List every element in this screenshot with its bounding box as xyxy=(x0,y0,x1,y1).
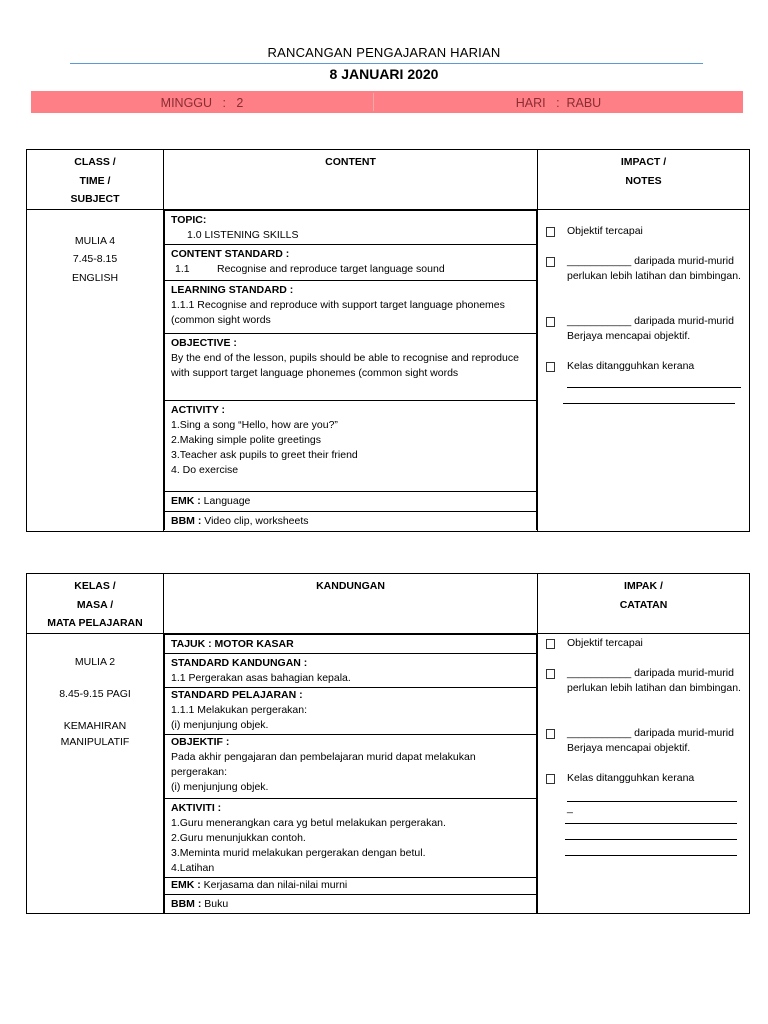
note-berjaya: ___________ daripada murid-murid Berjaya mencapai objektif. xyxy=(544,726,745,756)
reason-line xyxy=(565,823,737,824)
kandungan-header: KANDUNGAN xyxy=(164,574,538,634)
emk-section: EMK : Kerjasama dan nilai-nilai murni xyxy=(165,877,537,894)
standard-kandungan-section: STANDARD KANDUNGAN : 1.1 Pergerakan asas bahagian kepala. xyxy=(165,653,537,687)
lesson-plan-table-manipulatif xyxy=(26,573,750,914)
checkbox-icon xyxy=(546,639,555,649)
note-objektif-tercapai: Objektif tercapai xyxy=(544,636,745,651)
checkbox-icon xyxy=(546,669,555,679)
kelas-info: MULIA 2 8.45-9.15 PAGI KEMAHIRAN MANIPULATIF xyxy=(27,633,164,913)
reason-line xyxy=(565,839,737,840)
aktiviti-section: AKTIVITI : 1.Guru menerangkan cara yg betul melakukan pergerakan. 2.Guru menunjukkan contoh. 3.Meminta murid melakukan pergerakan dengan betul. 4.Latihan xyxy=(165,798,537,877)
kandungan-sections xyxy=(164,634,537,913)
reason-line xyxy=(565,855,737,856)
document-title: RANCANGAN PENGAJARAN HARIAN xyxy=(267,45,501,60)
content-header: CONTENT xyxy=(164,150,538,210)
note-kelas-ditangguhkan: Kelas ditangguhkan kerana xyxy=(544,771,745,786)
reason-trail: _ xyxy=(567,801,573,814)
activity-item: 4. Do exercise xyxy=(171,463,239,476)
activity-item: 2.Making simple polite greetings xyxy=(171,433,321,446)
activity-item: 3.Teacher ask pupils to greet their friend xyxy=(171,448,358,461)
checkbox-icon xyxy=(546,774,555,784)
kandungan-cell xyxy=(164,633,538,913)
learning-standard-section: LEARNING STANDARD : 1.1.1 Recognise and reproduce with support target language phonemes (common sight words xyxy=(165,280,537,333)
class-info: MULIA 4 7.45-8.15 ENGLISH xyxy=(27,209,164,531)
title-divider xyxy=(70,63,703,64)
impact-notes-cell xyxy=(538,209,750,531)
note-perlu-latihan: ___________ daripada murid-murid perlukan lebih latihan dan bimbingan. xyxy=(544,666,745,696)
aktiviti-item: 1.Guru menerangkan cara yg betul melakukan pergerakan. xyxy=(171,816,446,829)
checkbox-icon xyxy=(546,227,555,237)
note-achieved-count: ___________ daripada murid-murid Berjaya mencapai objektif. xyxy=(544,314,745,344)
week-day-bar xyxy=(31,91,743,113)
aktiviti-item: 4.Latihan xyxy=(171,861,215,874)
objective-section: OBJECTIVE : By the end of the lesson, pupils should be able to recognise and reproduce with support target language phonemes (common sight words xyxy=(165,333,537,400)
kelas-masa-header: KELAS / MASA / MATA PELAJARAN xyxy=(27,574,164,634)
note-need-practice: ___________ daripada murid-murid perlukan lebih latihan dan bimbingan. xyxy=(544,254,745,284)
day-label: HARI : RABU xyxy=(515,96,602,110)
class-time-subject-header: CLASS / TIME / SUBJECT xyxy=(27,150,164,210)
reason-line xyxy=(567,387,741,388)
tajuk-section: TAJUK : MOTOR KASAR xyxy=(165,634,537,653)
content-standard-section: CONTENT STANDARD : 1.1 Recognise and reproduce target language sound xyxy=(165,244,537,280)
lesson-plan-table-english xyxy=(26,149,750,532)
activity-section: ACTIVITY : 1.Sing a song “Hello, how are you?” 2.Making simple polite greetings 3.Teacher ask pupils to greet their friend 4. Do exercise xyxy=(165,400,537,491)
objektif-section: OBJEKTIF : Pada akhir pengajaran dan pembelajaran murid dapat melakukan pergerakan: (i) menjunjung objek. xyxy=(165,734,537,798)
impak-catatan-cell xyxy=(538,633,750,913)
impak-catatan-header: IMPAK / CATATAN xyxy=(538,574,750,634)
reason-line xyxy=(563,403,735,404)
aktiviti-item: 3.Meminta murid melakukan pergerakan dengan betul. xyxy=(171,846,426,859)
week-label: MINGGU : 2 xyxy=(160,96,244,110)
checkbox-icon xyxy=(546,729,555,739)
note-class-postponed: Kelas ditangguhkan kerana xyxy=(544,359,745,374)
bbm-section: BBM : Buku xyxy=(165,894,537,913)
checkbox-icon xyxy=(546,257,555,267)
standard-pelajaran-section: STANDARD PELAJARAN : 1.1.1 Melakukan pergerakan: (i) menjunjung objek. xyxy=(165,687,537,734)
content-sections xyxy=(164,210,537,531)
activity-item: 1.Sing a song “Hello, how are you?” xyxy=(171,418,338,431)
aktiviti-item: 2.Guru menunjukkan contoh. xyxy=(171,831,306,844)
checkbox-icon xyxy=(546,317,555,327)
note-objective-achieved: Objektif tercapai xyxy=(544,224,745,239)
emk-section: EMK : Language xyxy=(165,491,537,511)
checkbox-icon xyxy=(546,362,555,372)
topic-section: TOPIC: 1.0 LISTENING SKILLS xyxy=(165,210,537,244)
content-cell xyxy=(164,209,538,531)
lesson-date: 8 JANUARI 2020 xyxy=(329,66,439,82)
bbm-section: BBM : Video clip, worksheets xyxy=(165,511,537,530)
impact-notes-header: IMPACT / NOTES xyxy=(538,150,750,210)
